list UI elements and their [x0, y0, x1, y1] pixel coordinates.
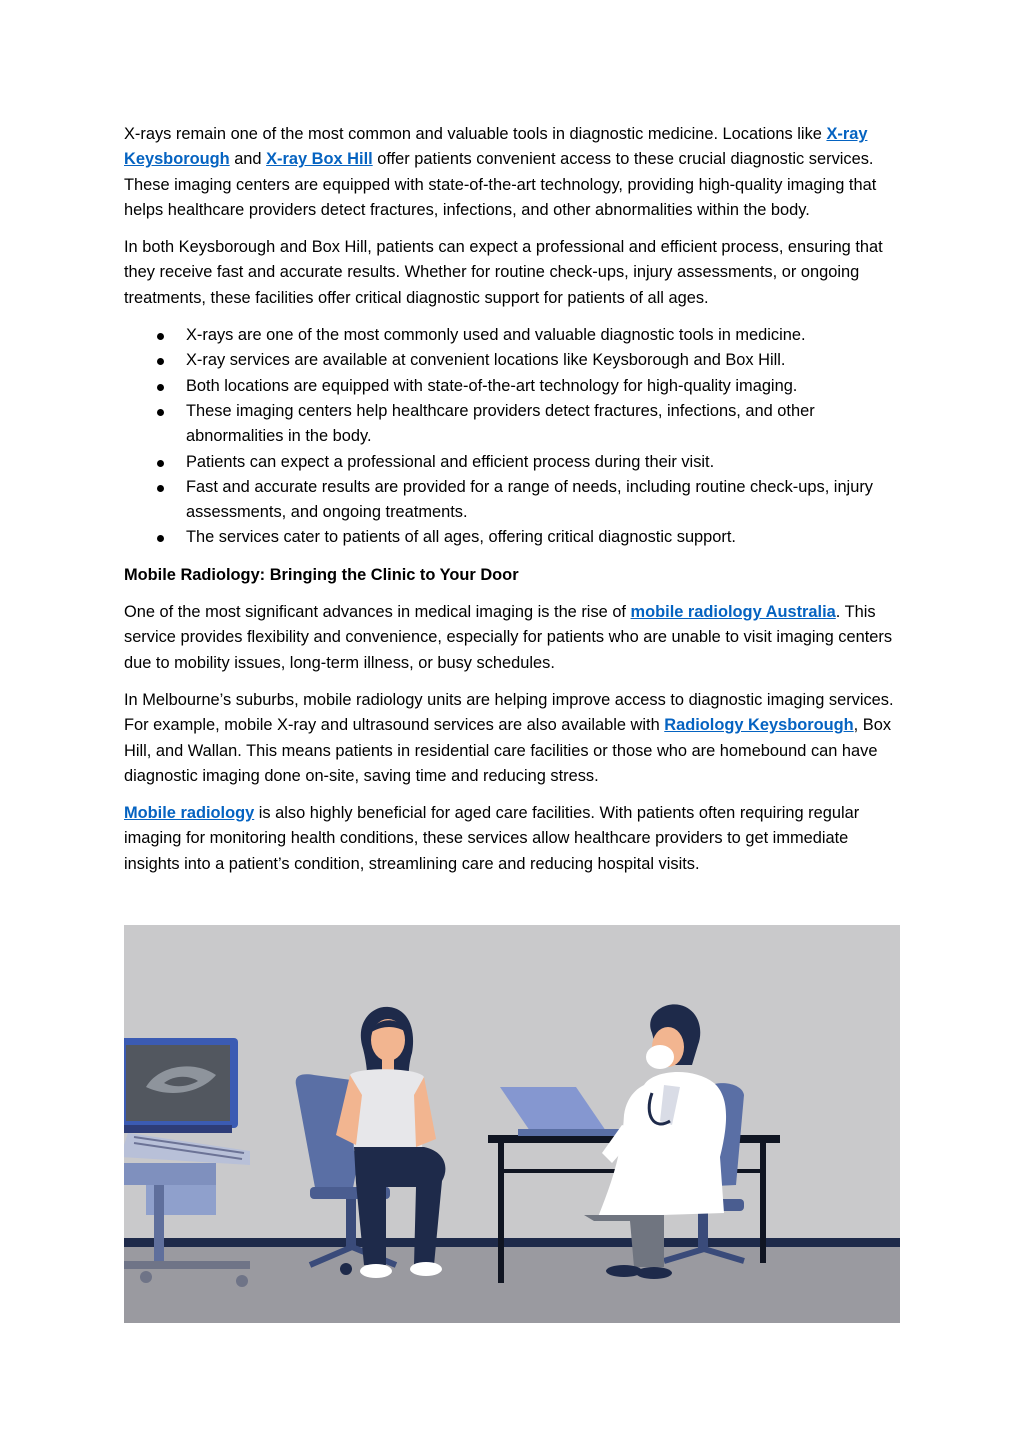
list-item: [124, 475, 904, 526]
text-span: is also highly beneficial for aged care facilities. With patients often requiring regular imaging for monitoring health conditions, these services allow healthcare providers to get immediate insights into a patient’s condition, streamlining care and reducing hospital visits.: [124, 804, 860, 873]
list-item-text: X-ray services are available at convenient locations like Keysborough and Box Hill.: [186, 351, 786, 370]
clinic-illustration: [124, 925, 900, 1323]
text-span: offer patients convenient access to these crucial diagnostic services. These imaging centers are equipped with state-of-the-art technology, providing high-quality imaging that helps healthcare providers detect fractures, infections, and other abnormalities within the body.: [124, 150, 877, 219]
text-span: X-rays remain one of the most common and valuable tools in diagnostic medicine. Locations like: [124, 125, 827, 143]
aged-care-paragraph: [124, 801, 904, 877]
list-item-text: These imaging centers help healthcare providers detect fractures, infections, and other abnormalities in the body.: [186, 401, 815, 446]
bullet-icon: [157, 358, 164, 365]
list-item-text: Both locations are equipped with state-of-the-art technology for high-quality imaging.: [186, 376, 798, 395]
list-item: [124, 323, 904, 348]
list-item: [124, 374, 904, 399]
text-span: In Melbourne’s suburbs, mobile radiology units are helping improve access to diagnostic imaging services. For example, mobile X-ray and ultrasound services are also available with: [124, 690, 894, 735]
list-item: [124, 348, 904, 373]
bullet-list: [124, 323, 904, 551]
link-xray-keysborough[interactable]: X-ray Keysborough: [124, 125, 868, 169]
bullet-icon: [157, 384, 164, 391]
bullet-icon: [157, 460, 164, 467]
text-span: . This service provides flexibility and convenience, especially for patients who are unable to visit imaging centers due to mobility issues, long-term illness, or busy schedules.: [124, 603, 893, 672]
baseboard: [124, 1238, 900, 1247]
process-paragraph: In both Keysborough and Box Hill, patients can expect a professional and efficient process, ensuring that they receive fast and accurate results. Whether for routine check-ups, injury assessments, or ongoing treatments, these facilities offer critical diagnostic support for patients of all ages.: [124, 238, 883, 307]
text-span: and: [229, 150, 267, 169]
bullet-icon: [157, 333, 164, 340]
bullet-icon: [157, 535, 164, 542]
section-heading: Mobile Radiology: Bringing the Clinic to Your Door: [124, 565, 519, 584]
melbourne-paragraph: [124, 688, 904, 789]
link-mobile-radiology-australia[interactable]: mobile radiology Australia: [630, 603, 836, 622]
link-mobile-radiology[interactable]: Mobile radiology: [124, 804, 255, 823]
list-item: [124, 450, 904, 475]
text-span: One of the most significant advances in medical imaging is the rise of: [124, 603, 631, 622]
mobile-radiology-paragraph: [124, 600, 904, 676]
bullet-icon: [157, 409, 164, 416]
list-item-text: X-rays are one of the most commonly used and valuable diagnostic tools in medicine.: [186, 326, 806, 345]
list-item-text: Patients can expect a professional and efficient process during their visit.: [186, 452, 715, 471]
text-span: , Box Hill, and Wallan. This means patients in residential care facilities or those who are homebound can have diagnostic imaging done on-site, saving time and reducing stress.: [124, 716, 892, 785]
document-body: [124, 122, 904, 889]
list-item: [124, 399, 904, 450]
list-item: [124, 525, 904, 550]
link-radiology-keysborough[interactable]: Radiology Keysborough: [664, 716, 854, 735]
list-item-text: The services cater to patients of all ages, offering critical diagnostic support.: [186, 528, 736, 547]
intro-paragraph: [124, 122, 904, 223]
list-item-text: Fast and accurate results are provided for a range of needs, including routine check-ups, injury assessments, and ongoing treatments.: [186, 477, 873, 522]
link-xray-box-hill[interactable]: X-ray Box Hill: [266, 150, 373, 169]
bullet-icon: [157, 485, 164, 492]
